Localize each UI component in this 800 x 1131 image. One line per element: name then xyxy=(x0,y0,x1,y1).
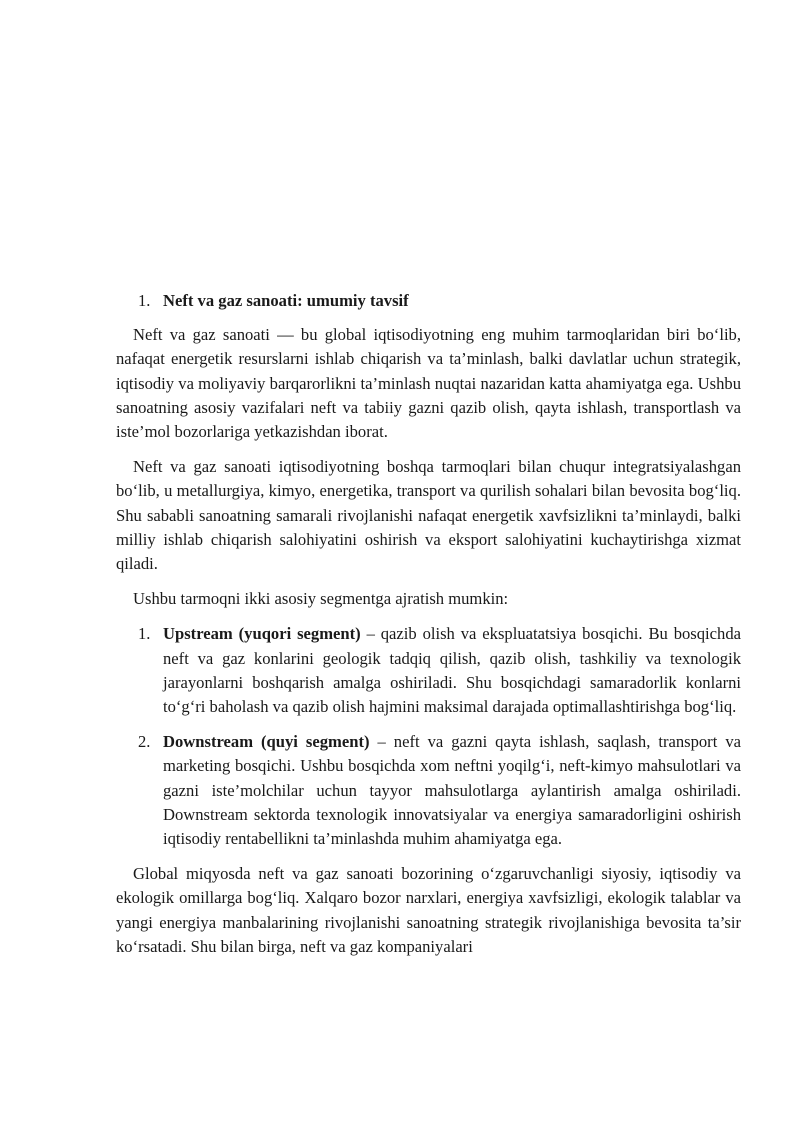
list-item-term: Upstream (yuqori segment) xyxy=(163,624,361,644)
list-item-term: Downstream (quyi segment) xyxy=(163,732,370,752)
list-item-upstream xyxy=(116,622,741,719)
paragraph-global-market: Global miqyosda neft va gaz sanoati bozorining o‘zgaruvchanligi siyosiy, iqtisodiy va ekologik omillarga bog‘liq. Xalqaro bozor narxlari, energiya xavfsizligi, ekologik talablar va yangi energiya manbalarining rivojlanishi sanoatning strategik rivojlanishiga bevosita ta’sir ko‘rsatadi. Shu bilan birga, neft va gaz kompaniyalari xyxy=(116,864,741,956)
list-item-text: – neft va gazni qayta ishlash, saqlash, transport va marketing bosqichi. Ushbu bosqichda xom neftni yoqilg‘i, neft-kimyo mahsulotlari va gazni iste’molchilar uchun tayyor mahsulotlarga aylantirish amalga oshiriladi. Downstream sektorda texnologik innovatsiyalar va energiya samaradorligini oshirish iqtisodiy rentabellikni ta’minlashda muhim ahamiyatga ega. xyxy=(163,732,741,849)
document-page xyxy=(116,289,741,970)
section-title: Neft va gaz sanoati: umumiy tavsif xyxy=(163,291,409,310)
section-heading xyxy=(116,289,741,313)
list-item-number: 1. xyxy=(138,624,151,644)
section-number: 1. xyxy=(138,291,151,310)
list-item-downstream xyxy=(116,730,741,851)
segments-list xyxy=(116,622,741,851)
list-item-body xyxy=(163,730,741,851)
list-item-body xyxy=(163,622,741,719)
paragraph-segments-lead: Ushbu tarmoqni ikki asosiy segmentga ajratish mumkin: xyxy=(133,589,509,609)
list-item-number: 2. xyxy=(138,732,151,752)
paragraph-intro: Neft va gaz sanoati — bu global iqtisodiyotning eng muhim tarmoqlaridan biri bo‘lib, nafaqat energetik resurslarni ishlab chiqarish va ta’minlash, balki davlatlar uchun strategik, iqtisodiy va moliyaviy barqarorlikni ta’minlash nuqtai nazaridan katta ahamiyatga ega. Ushbu sanoatning asosiy vazifalari neft va tabiiy gazni qazib olish, qayta ishlash, transportlash va iste’mol bozorlariga yetkazishdan iborat. xyxy=(116,325,741,442)
list-item-text: – qazib olish va ekspluatatsiya bosqichi. Bu bosqichda neft va gaz konlarini geologik tadqiq qilish, qazib olish, tashkiliy va texnologik jarayonlarni boshqarish amalga oshiriladi. Shu bosqichdagi samaradorlik konlarni to‘g‘ri baholash va qazib olish hajmini maksimal darajada optimallashtirishga bog‘liq. xyxy=(163,624,741,717)
paragraph-integration: Neft va gaz sanoati iqtisodiyotning boshqa tarmoqlari bilan chuqur integratsiyalashgan bo‘lib, u metallurgiya, kimyo, energetika, transport va qurilish sohalari bilan bevosita bog‘liq. Shu sababli sanoatning samarali rivojlanishi nafaqat energetik xavfsizlikni ta’minlaydi, balki milliy ishlab chiqarish salohiyatini oshirish va eksport salohiyatini kuchaytirishga xizmat qiladi. xyxy=(116,457,741,574)
